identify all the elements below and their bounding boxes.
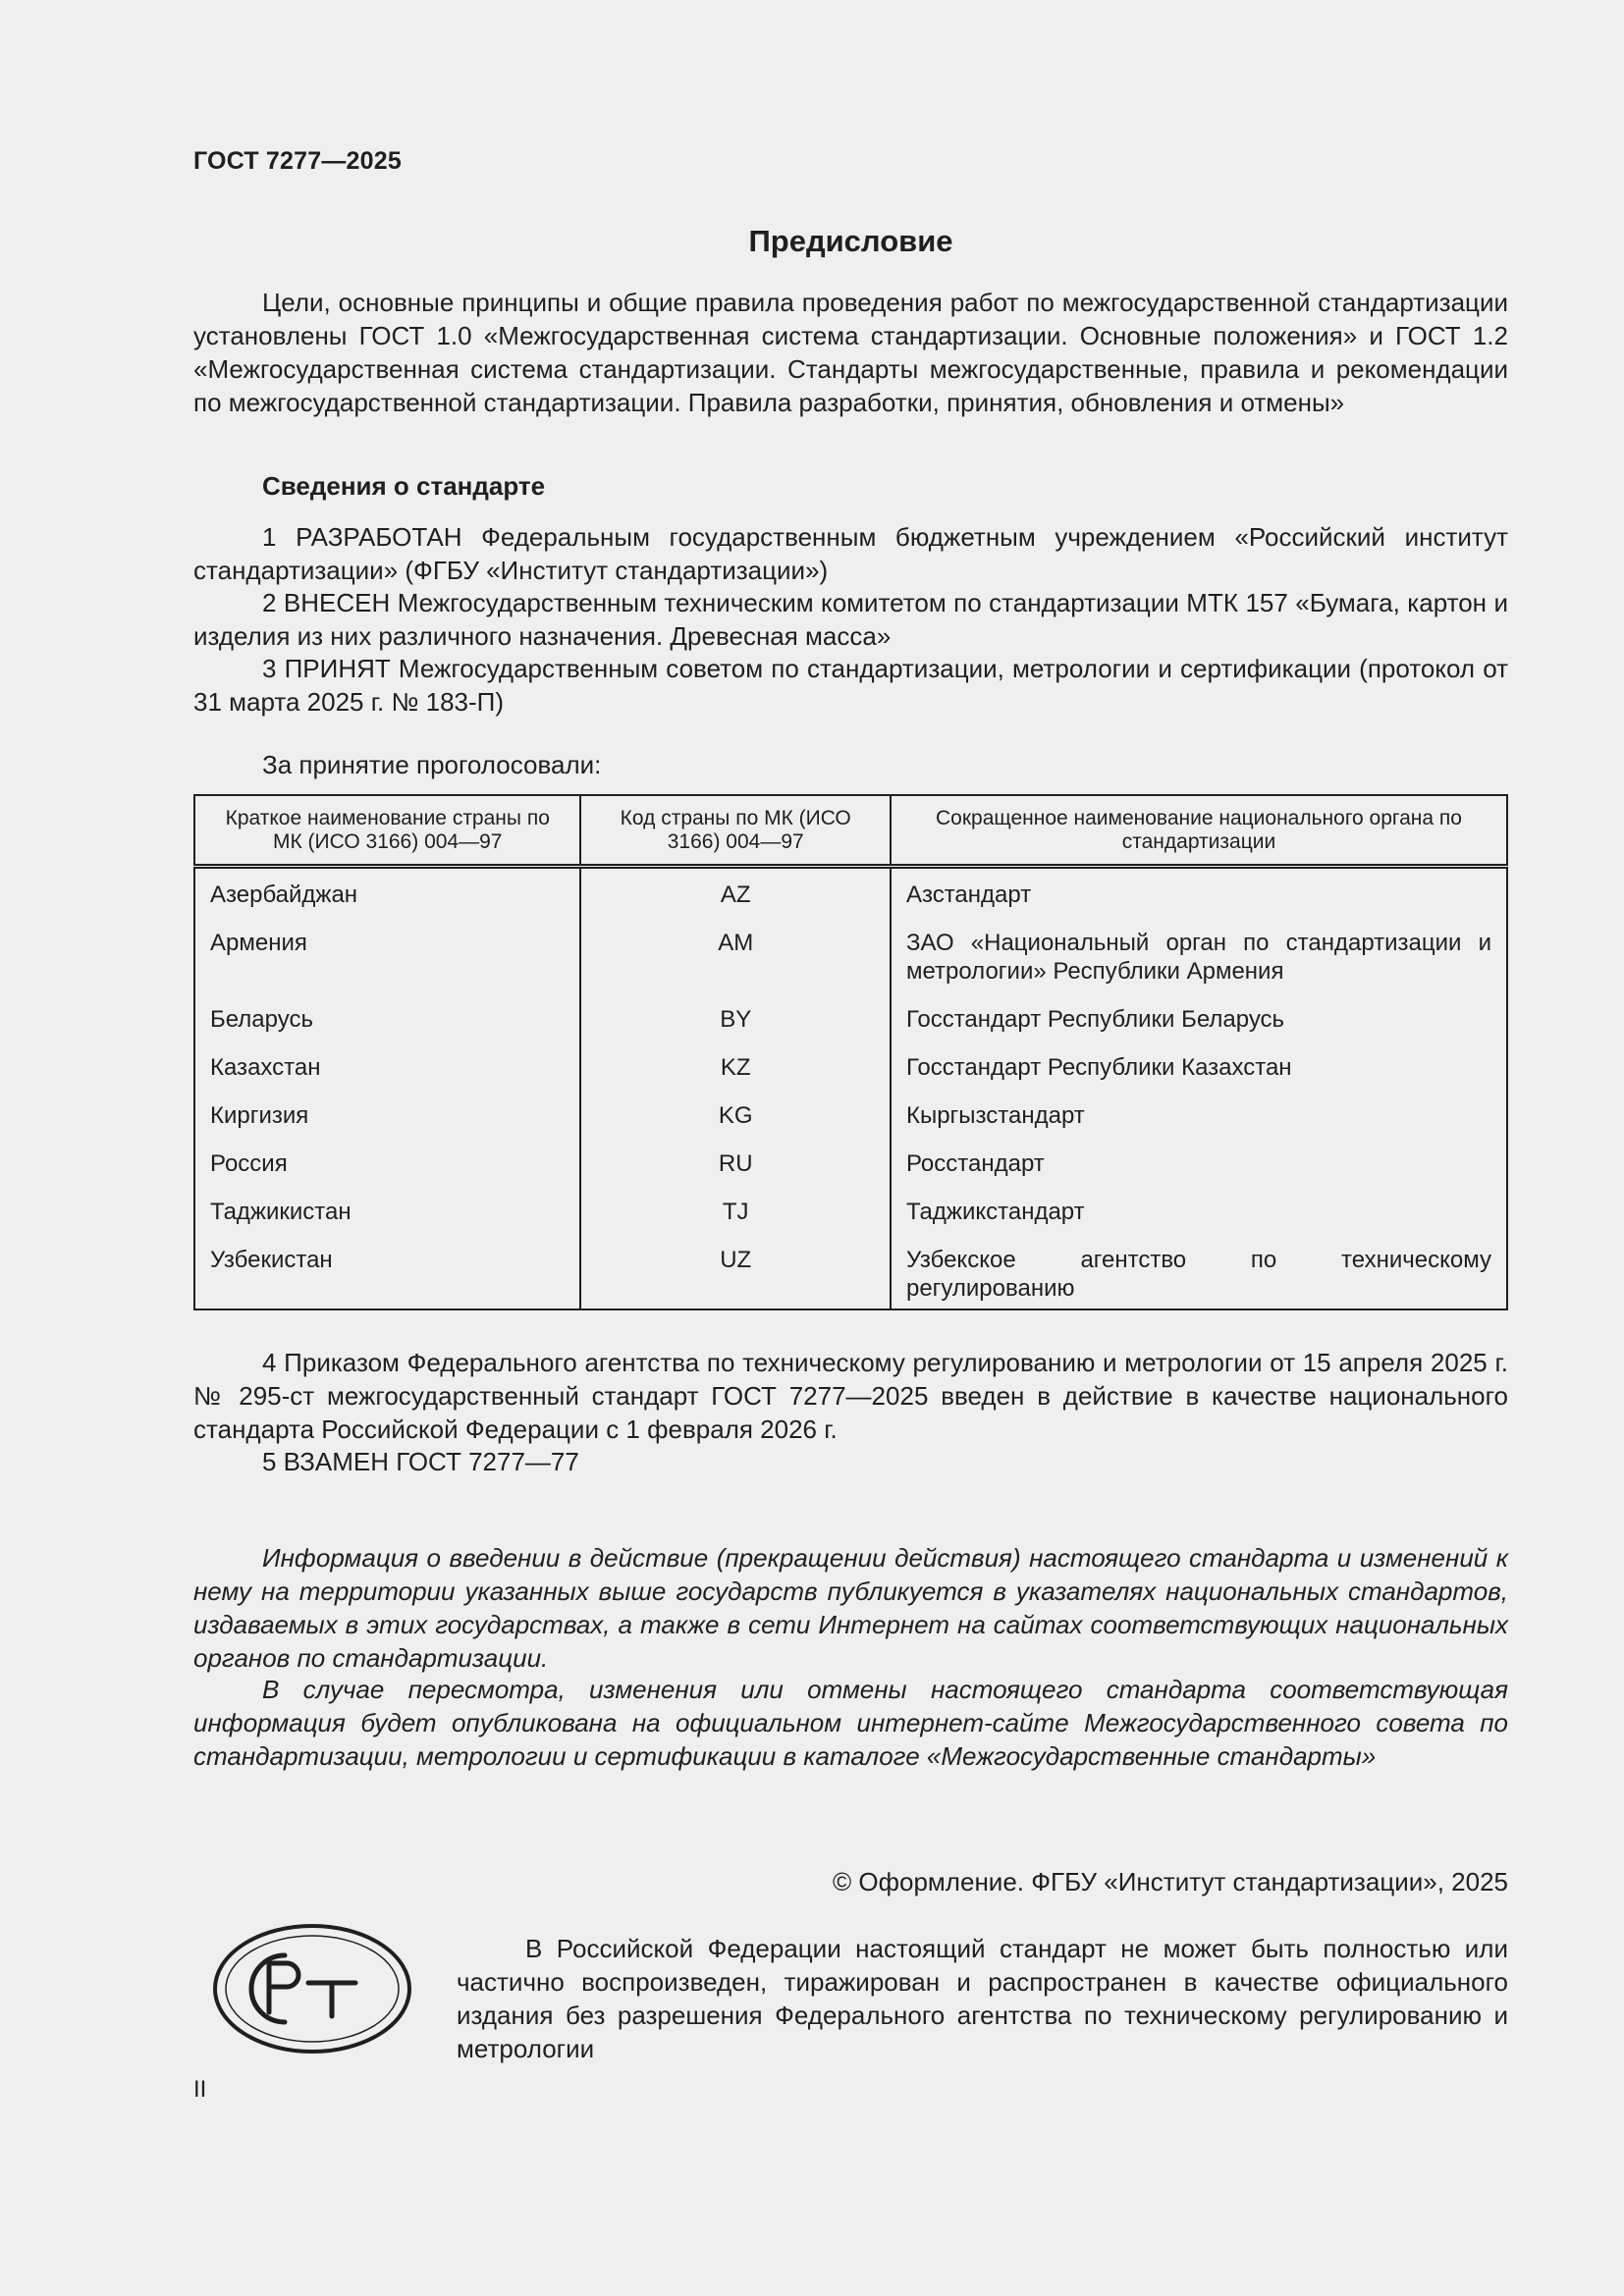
page-number: II (193, 2076, 207, 2103)
column-header-body: Сокращенное наименование национального органа по стандартизации (891, 795, 1507, 867)
table-row (194, 1142, 1507, 1190)
code-cell: RU (580, 1142, 890, 1190)
table-row (194, 1045, 1507, 1094)
code-cell: BY (580, 997, 890, 1045)
table-row (194, 921, 1507, 997)
table-row (194, 1238, 1507, 1309)
info-paragraph-publication: Информация о введении в действие (прекращении действия) настоящего стандарта и изменений к нему на территории указанных выше государств публикуется в указателях национальных стандартов, издаваемых в этих государствах, а также в сети Интернет на сайтах соответствующих национальных органов по стандартизации. (193, 1543, 1508, 1673)
country-cell: Россия (194, 1142, 580, 1190)
body-cell: Госстандарт Республики Казахстан (891, 1045, 1507, 1094)
info-item-3: 3 ПРИНЯТ Межгосударственным советом по стандартизации, метрологии и сертификации (протокол от 31 марта 2025 г. № 183-П) (193, 654, 1508, 717)
table-row (194, 997, 1507, 1045)
table-row (194, 1094, 1507, 1142)
country-cell: Армения (194, 921, 580, 997)
info-item-4: 4 Приказом Федерального агентства по техническому регулированию и метрологии от 15 апреля 2025 г. № 295-ст межгосударственный стандарт ГОСТ 7277—2025 введен в действие в качестве национального стандарта Российской Федерации с 1 февраля 2026 г. (193, 1348, 1508, 1444)
code-cell: TJ (580, 1190, 890, 1238)
info-item-5: 5 ВЗАМЕН ГОСТ 7277—77 (262, 1447, 579, 1476)
body-cell: ЗАО «Национальный орган по стандартизации и метрологии» Республики Армения (891, 921, 1507, 997)
info-item-2: 2 ВНЕСЕН Межгосударственным техническим комитетом по стандартизации МТК 157 «Бумага, картон и изделия из них различного назначения. Древесная масса» (193, 588, 1508, 651)
body-cell: Таджикстандарт (891, 1190, 1507, 1238)
code-cell: KZ (580, 1045, 890, 1094)
body-cell: Азстандарт (891, 867, 1507, 922)
country-cell: Азербайджан (194, 867, 580, 922)
rights-notice: В Российской Федерации настоящий стандарт не может быть полностью или частично воспроизведен, тиражирован и распространен в качестве официального издания без разрешения Федерального агентства по техническому регулированию и метрологии (457, 1934, 1508, 2063)
section-title: Сведения о стандарте (262, 471, 546, 501)
body-cell: Кыргызстандарт (891, 1094, 1507, 1142)
country-cell: Казахстан (194, 1045, 580, 1094)
code-cell: KG (580, 1094, 890, 1142)
info-paragraph-revision: В случае пересмотра, изменения или отмены настоящего стандарта соответствующая информация будет опубликована на официальном интернет-сайте Межгосударственного совета по стандартизации, метрологии и сертификации в каталоге «Межгосударственные стандарты» (193, 1675, 1508, 1771)
code-cell: UZ (580, 1238, 890, 1309)
country-cell: Беларусь (194, 997, 580, 1045)
member-states-table (193, 794, 1508, 1310)
table-header-row (194, 795, 1507, 867)
country-cell: Узбекистан (194, 1238, 580, 1309)
body-cell: Росстандарт (891, 1142, 1507, 1190)
column-header-country: Краткое наименование страны по МК (ИСО 3166) 004—97 (194, 795, 580, 867)
column-header-code: Код страны по МК (ИСО 3166) 004—97 (580, 795, 890, 867)
document-code: ГОСТ 7277—2025 (193, 147, 402, 175)
body-cell: Узбекское агентство по техническому регулированию (891, 1238, 1507, 1309)
code-cell: AZ (580, 867, 890, 922)
intro-paragraph: Цели, основные принципы и общие правила проведения работ по межгосударственной стандартизации установлены ГОСТ 1.0 «Межгосударственная система стандартизации. Основные положения» и ГОСТ 1.2 «Межгосударственная система стандартизации. Стандарты межгосударственные, правила и рекомендации по межгосударственной стандартизации. Правила разработки, принятия, обновления и отмены» (193, 288, 1508, 417)
country-cell: Таджикистан (194, 1190, 580, 1238)
code-cell: AM (580, 921, 890, 997)
rst-certification-mark-icon (212, 1922, 412, 2056)
info-item-1: 1 РАЗРАБОТАН Федеральным государственным бюджетным учреждением «Российский институт стандартизации» (ФГБУ «Институт стандартизации») (193, 522, 1508, 585)
body-cell: Госстандарт Республики Беларусь (891, 997, 1507, 1045)
country-cell: Киргизия (194, 1094, 580, 1142)
table-row (194, 867, 1507, 922)
page-title: Предисловие (748, 224, 953, 258)
document-page (193, 0, 1508, 2296)
voted-label: За принятие проголосовали: (262, 750, 602, 779)
table-row (194, 1190, 1507, 1238)
copyright-notice: © Оформление. ФГБУ «Институт стандартизации», 2025 (833, 1867, 1508, 1896)
